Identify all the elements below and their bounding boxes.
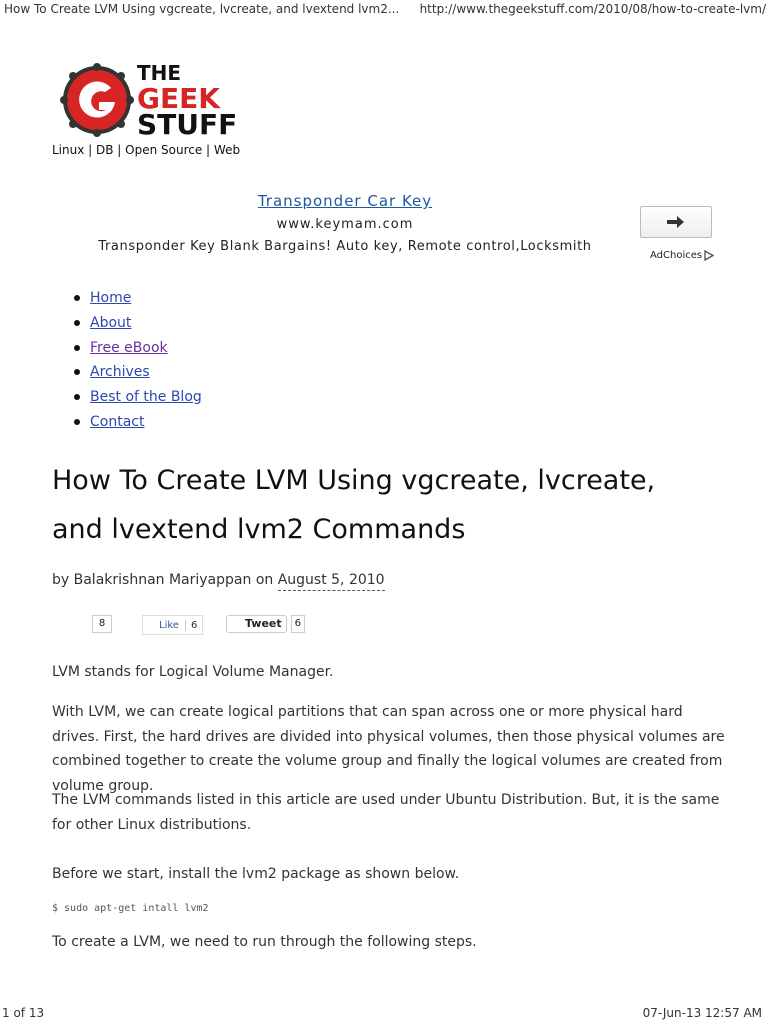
tweet-label: Tweet — [226, 615, 287, 633]
nav-link-free-ebook[interactable]: Free eBook — [90, 339, 168, 356]
nav-link-home[interactable]: Home — [90, 290, 132, 307]
paragraph-intro: LVM stands for Logical Volume Manager. — [52, 664, 334, 680]
nav-link-about[interactable]: About — [90, 315, 132, 332]
byline-author: by Balakrishnan Mariyappan on — [52, 572, 278, 588]
nav-link-archives[interactable]: Archives — [90, 364, 150, 381]
ad-title-link[interactable]: Transponder Car Key — [257, 192, 433, 210]
page-counter: 1 of 13 — [2, 1006, 45, 1020]
nav-item-home — [60, 286, 202, 311]
print-datetime: 07-Jun-13 12:57 AM — [642, 1006, 762, 1020]
article-title — [52, 456, 752, 554]
paragraph-steps: To create a LVM, we need to run through the following steps. — [52, 934, 477, 950]
bullet — [74, 295, 80, 301]
print-header-url: http://www.thegeekstuff.com/2010/08/how-to-create-lvm/ — [419, 2, 766, 16]
like-count: 6 — [185, 620, 202, 631]
bullet — [74, 369, 80, 375]
facebook-like-button[interactable] — [142, 615, 203, 635]
byline — [52, 572, 385, 588]
paragraph-install: Before we start, install the lvm2 package as shown below. — [52, 866, 460, 882]
article-title-line-2: and lvextend lvm2 Commands — [52, 514, 466, 545]
logo-line-3: STUFF — [137, 108, 238, 141]
ad-description: Transponder Key Blank Bargains! Auto key, Remote control,Locksmith — [98, 239, 592, 254]
tweet-count: 6 — [291, 615, 305, 633]
adchoices-icon — [704, 250, 714, 261]
logo-line-1: THE — [137, 61, 182, 85]
tweet-button[interactable] — [226, 615, 305, 633]
bullet — [74, 394, 80, 400]
ad-choices-label: AdChoices — [650, 250, 703, 261]
site-logo[interactable] — [55, 60, 245, 145]
main-nav — [60, 286, 202, 434]
plusone-count[interactable]: 8 — [92, 615, 112, 633]
site-tagline: Linux | DB | Open Source | Web — [52, 143, 241, 157]
like-label: Like — [159, 619, 179, 631]
paragraph-lvm-overview: With LVM, we can create logical partitions that can span across one or more physical hard drives. First, the hard drives are divided into physical volumes, then those physical volumes are combined together to create the volume group and finally the logical volumes are created from volume group. — [52, 704, 725, 794]
logo-line-2: GEEK — [137, 82, 220, 115]
ad-go-button[interactable] — [640, 206, 712, 238]
nav-item-contact — [60, 409, 202, 434]
print-header-title: How To Create LVM Using vgcreate, lvcreate, and lvextend lvm2... — [4, 2, 400, 16]
article-title-line-1: How To Create LVM Using vgcreate, lvcreate, — [52, 465, 656, 496]
bullet — [74, 345, 80, 351]
byline-date: August 5, 2010 — [278, 572, 385, 591]
nav-item-free-ebook — [60, 335, 202, 360]
ad-domain: www.keymam.com — [276, 217, 414, 232]
gear-logo-icon — [59, 62, 135, 138]
nav-link-contact[interactable]: Contact — [90, 413, 145, 430]
arrow-right-icon — [667, 215, 685, 229]
nav-item-best-of-blog — [60, 385, 202, 410]
ad-choices-link[interactable] — [650, 250, 714, 261]
code-install-lvm2: $ sudo apt-get intall lvm2 — [52, 903, 209, 914]
logo-wordmark — [137, 60, 238, 141]
bullet — [74, 419, 80, 425]
nav-link-best-of-blog[interactable]: Best of the Blog — [90, 389, 202, 406]
nav-item-archives — [60, 360, 202, 385]
nav-item-about — [60, 311, 202, 336]
bullet — [74, 320, 80, 326]
paragraph-distribution: The LVM commands listed in this article are used under Ubuntu Distribution. But, it is the same for other Linux distributions. — [52, 792, 720, 833]
